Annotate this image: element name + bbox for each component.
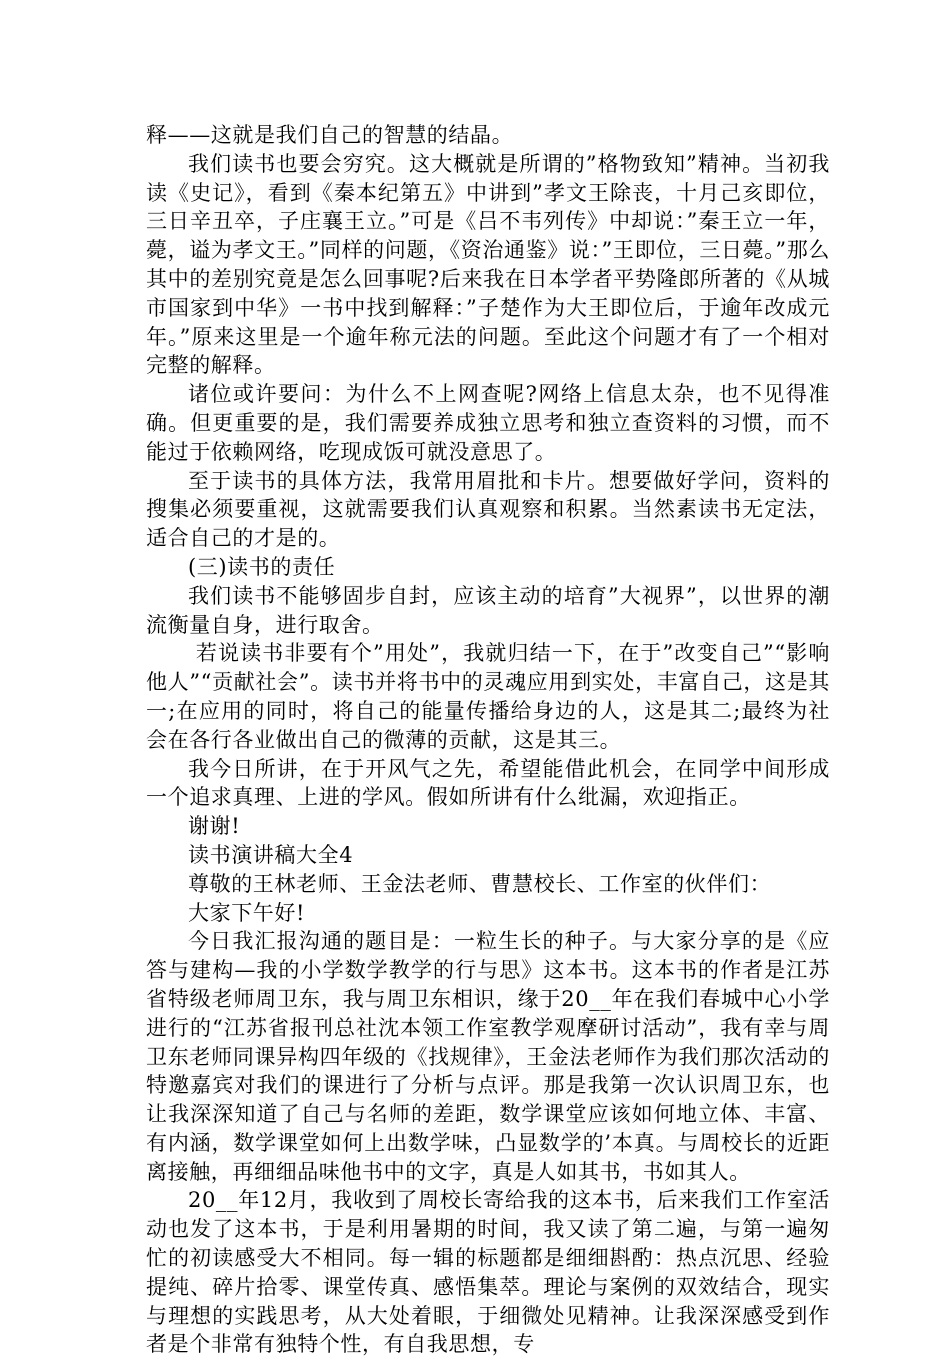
document-page: [146, 121, 830, 1359]
section-heading: (三)读书的责任: [188, 554, 336, 579]
paragraph: 我们读书不能够固步自封，应该主动的培育”大视界”，以世界的潮流衡量自身，进行取舍。: [146, 583, 831, 637]
paragraph: 释——这就是我们自己的智慧的结晶。: [146, 123, 514, 147]
paragraph: 我今日所讲，在于开风气之先，希望能借此机会，在同学中间形成一个追求真理、上进的学风。假如所讲有什么纰漏，欢迎指正。: [146, 756, 830, 810]
salutation: 尊敬的王林老师、王金法老师、曹慧校长、工作室的伙伴们：: [188, 871, 772, 896]
paragraph: 今日我汇报沟通的题目是：一粒生长的种子。与大家分享的是《应答与建构—我的小学数学教学的行与思》这本书。这本书的作者是江苏省特级老师周卫东，我与周卫东相识，缘于20__年在我们春城中心小学进行的“江苏省报刊总社沈本领工作室教学观摩研讨活动”，我有幸与周卫东老师同课异构四年级的《找规律》，王金法老师作为我们那次活动的特邀嘉宾对我们的课进行了分析与点评。那是我第一次认识周卫东，也让我深深知道了自己与名师的差距，数学课堂应该如何地立体、丰富、有内涵，数学课堂如何上出数学味，凸显数学的’本真。与周校长的近距离接触，再细细品味他书中的文字，真是人如其书，书如其人。: [146, 929, 830, 1184]
paragraph: 至于读书的具体方法，我常用眉批和卡片。想要做好学问，资料的搜集必须要重视，这就需要我们认真观察和积累。当然素读书无定法，适合自己的才是的。: [146, 468, 830, 551]
speech-title: 读书演讲稿大全4: [188, 842, 354, 867]
paragraph: 我们读书也要会穷究。这大概就是所谓的”格物致知”精神。当初我读《史记》，看到《秦本纪第五》中讲到”孝文王除丧，十月己亥即位，三日辛丑卒，子庄襄王立。”可是《吕不韦列传》中却说：”秦王立一年，薨，谥为孝文王。”同样的问题，《资治通鉴》说：”王即位，三日薨。”那么其中的差别究竟是怎么回事呢?后来我在日本学者平势隆郎所著的《从城市国家到中华》一书中找到解释：”子楚作为大王即位后，于逾年改成元年。”原来这里是一个逾年称元法的问题。至此这个问题才有了一个相对完整的解释。: [146, 151, 830, 378]
greeting: 大家下午好!: [188, 900, 306, 925]
paragraph: 诸位或许要问：为什么不上网查呢?网络上信息太杂，也不见得准确。但更重要的是，我们需要养成独立思考和独立查资料的习惯，而不能过于依赖网络，吃现成饭可就没意思了。: [146, 382, 830, 464]
closing-line: 谢谢!: [188, 814, 241, 839]
paragraph: 20__年12月，我收到了周校长寄给我的这本书，后来我们工作室活动也发了这本书，于是利用暑期的时间，我又读了第二遍，与第一遍匆忙的初读感受大不相同。每一辑的标题都是细细斟酌：热点沉思、经验提纯、碎片拾零、课堂传真、感悟集萃。理论与案例的双效结合，现实与理想的实践思考，从大处着眼，于细微处见精神。让我深深感受到作者是个非常有独特个性，有自我思想，专: [146, 1188, 830, 1357]
paragraph: 若说读书非要有个”用处”，我就归结一下，在于”改变自己”“影响他人”“贡献社会”。读书并将书中的灵魂应用到实处，丰富自己，这是其一;在应用的同时，将自己的能量传播给身边的人，这是其二;最终为社会在各行各业做出自己的微薄的贡献，这是其三。: [146, 641, 830, 752]
